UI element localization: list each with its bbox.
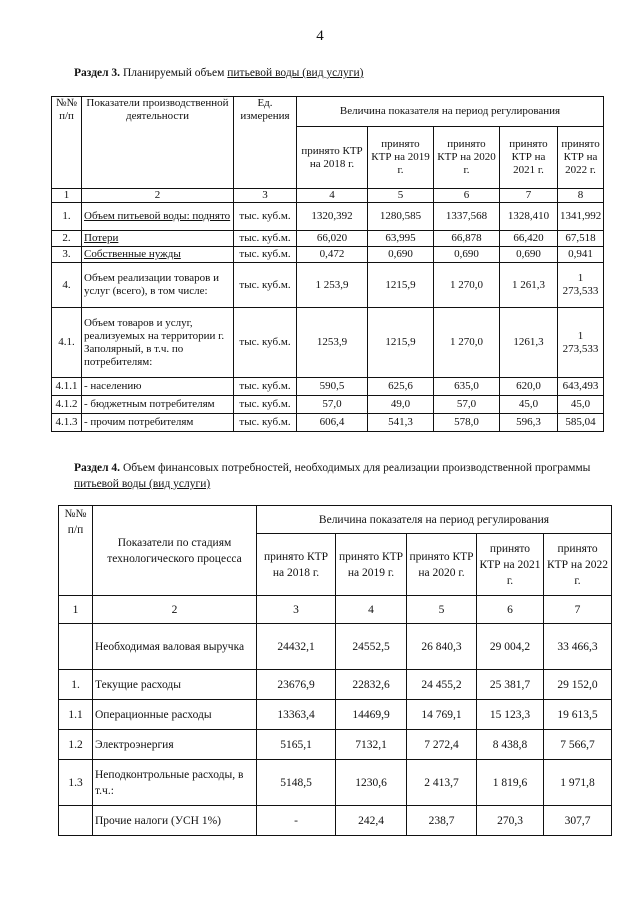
header-num: №№ п/п bbox=[59, 506, 93, 596]
section-4-table bbox=[58, 505, 612, 836]
col-number: 4 bbox=[336, 596, 407, 624]
value-cell: 270,3 bbox=[477, 806, 544, 836]
value-cell: 63,995 bbox=[368, 231, 434, 247]
row-unit: тыс. куб.м. bbox=[234, 414, 297, 432]
value-cell: 57,0 bbox=[434, 396, 500, 414]
table-row bbox=[52, 396, 604, 414]
section-3-label: Раздел 3. bbox=[74, 67, 121, 79]
header-year-2018: принято КТР на 2018 г. bbox=[297, 127, 368, 189]
section-3-title-underlined: питьевой воды (вид услуги) bbox=[227, 67, 364, 79]
row-num: 1.3 bbox=[59, 760, 93, 806]
row-name: Текущие расходы bbox=[93, 670, 257, 700]
value-cell: 1 273,533 bbox=[558, 308, 604, 378]
col-number: 3 bbox=[234, 189, 297, 203]
section-4-title bbox=[74, 460, 614, 492]
row-name: Неподконтрольные расходы, в т.ч.: bbox=[93, 760, 257, 806]
value-cell: 45,0 bbox=[500, 396, 558, 414]
value-cell: 8 438,8 bbox=[477, 730, 544, 760]
row-num: 4.1.2 bbox=[52, 396, 82, 414]
value-cell: 7132,1 bbox=[336, 730, 407, 760]
value-cell: 643,493 bbox=[558, 378, 604, 396]
value-cell: 67,518 bbox=[558, 231, 604, 247]
value-cell: 25 381,7 bbox=[477, 670, 544, 700]
value-cell: 0,472 bbox=[297, 247, 368, 263]
row-name: Объем товаров и услуг, реализуемых на территории г. Заполярный, в т.ч. по потребителям: bbox=[82, 308, 234, 378]
value-cell: 1320,392 bbox=[297, 203, 368, 231]
row-name: Необходимая валовая выручка bbox=[93, 624, 257, 670]
value-cell: 590,5 bbox=[297, 378, 368, 396]
value-cell: 238,7 bbox=[407, 806, 477, 836]
table-row bbox=[59, 624, 612, 670]
section-4-title-text: Объем финансовых потребностей, необходимых для реализации производственной программы bbox=[120, 462, 591, 474]
section-4-title-underlined: питьевой воды (вид услуги) bbox=[74, 478, 211, 490]
value-cell: 66,420 bbox=[500, 231, 558, 247]
col-number: 3 bbox=[257, 596, 336, 624]
value-cell: 5165,1 bbox=[257, 730, 336, 760]
value-cell: 0,690 bbox=[500, 247, 558, 263]
value-cell: 24 455,2 bbox=[407, 670, 477, 700]
value-cell: 2 413,7 bbox=[407, 760, 477, 806]
value-cell: 0,941 bbox=[558, 247, 604, 263]
row-num bbox=[59, 624, 93, 670]
row-name: Объем реализации товаров и услуг (всего), в том числе: bbox=[82, 263, 234, 308]
row-num: 4.1.3 bbox=[52, 414, 82, 432]
value-cell: 606,4 bbox=[297, 414, 368, 432]
value-cell: 1 261,3 bbox=[500, 263, 558, 308]
table-row bbox=[52, 308, 604, 378]
header-num: №№ п/п bbox=[52, 97, 82, 189]
header-year-2021: принято КТР на 2021 г. bbox=[500, 127, 558, 189]
value-cell: 66,020 bbox=[297, 231, 368, 247]
col-number: 6 bbox=[477, 596, 544, 624]
value-cell: 45,0 bbox=[558, 396, 604, 414]
col-number: 1 bbox=[52, 189, 82, 203]
value-cell: 0,690 bbox=[368, 247, 434, 263]
section-3-table bbox=[51, 96, 604, 432]
section-3-title-text: Планируемый объем bbox=[120, 67, 228, 79]
value-cell: 1280,585 bbox=[368, 203, 434, 231]
row-name: Электроэнергия bbox=[93, 730, 257, 760]
col-number: 2 bbox=[82, 189, 234, 203]
section-4-label: Раздел 4. bbox=[74, 462, 121, 474]
value-cell: 33 466,3 bbox=[544, 624, 612, 670]
row-unit: тыс. куб.м. bbox=[234, 308, 297, 378]
header-year-2020: принято КТР на 2020 г. bbox=[434, 127, 500, 189]
value-cell: 625,6 bbox=[368, 378, 434, 396]
header-period: Величина показателя на период регулирования bbox=[297, 97, 604, 127]
value-cell: - bbox=[257, 806, 336, 836]
row-num: 1.2 bbox=[59, 730, 93, 760]
value-cell: 7 566,7 bbox=[544, 730, 612, 760]
row-name: - населению bbox=[82, 378, 234, 396]
table-row bbox=[59, 670, 612, 700]
value-cell: 22832,6 bbox=[336, 670, 407, 700]
value-cell: 585,04 bbox=[558, 414, 604, 432]
value-cell: 1 270,0 bbox=[434, 308, 500, 378]
table-row bbox=[52, 378, 604, 396]
value-cell: 29 152,0 bbox=[544, 670, 612, 700]
col-number: 4 bbox=[297, 189, 368, 203]
header-indicator: Показатели по стадиям технологического процесса bbox=[93, 506, 257, 596]
header-year-2019: принято КТР на 2019 г. bbox=[336, 534, 407, 596]
row-num: 2. bbox=[52, 231, 82, 247]
header-year-2022: принято КТР на 2022 г. bbox=[544, 534, 612, 596]
value-cell: 578,0 bbox=[434, 414, 500, 432]
header-year-2020: принято КТР на 2020 г. bbox=[407, 534, 477, 596]
value-cell: 24432,1 bbox=[257, 624, 336, 670]
row-num: 3. bbox=[52, 247, 82, 263]
value-cell: 5148,5 bbox=[257, 760, 336, 806]
value-cell: 1253,9 bbox=[297, 308, 368, 378]
value-cell: 29 004,2 bbox=[477, 624, 544, 670]
page-number: 4 bbox=[316, 28, 324, 44]
col-number: 5 bbox=[368, 189, 434, 203]
value-cell: 1 819,6 bbox=[477, 760, 544, 806]
row-name: Операционные расходы bbox=[93, 700, 257, 730]
row-name: Объем питьевой воды: поднято bbox=[82, 203, 234, 231]
col-number: 7 bbox=[500, 189, 558, 203]
table-row bbox=[59, 806, 612, 836]
value-cell: 13363,4 bbox=[257, 700, 336, 730]
col-number: 8 bbox=[558, 189, 604, 203]
row-name: - бюджетным потребителям bbox=[82, 396, 234, 414]
value-cell: 1 971,8 bbox=[544, 760, 612, 806]
value-cell: 596,3 bbox=[500, 414, 558, 432]
row-unit: тыс. куб.м. bbox=[234, 203, 297, 231]
table-row bbox=[52, 203, 604, 231]
row-num: 1. bbox=[59, 670, 93, 700]
col-number: 7 bbox=[544, 596, 612, 624]
col-number: 1 bbox=[59, 596, 93, 624]
value-cell: 1215,9 bbox=[368, 308, 434, 378]
value-cell: 7 272,4 bbox=[407, 730, 477, 760]
value-cell: 307,7 bbox=[544, 806, 612, 836]
value-cell: 1261,3 bbox=[500, 308, 558, 378]
value-cell: 620,0 bbox=[500, 378, 558, 396]
table-row bbox=[52, 231, 604, 247]
value-cell: 0,690 bbox=[434, 247, 500, 263]
header-year-2022: принято КТР на 2022 г. bbox=[558, 127, 604, 189]
value-cell: 24552,5 bbox=[336, 624, 407, 670]
row-num: 1. bbox=[52, 203, 82, 231]
col-number: 2 bbox=[93, 596, 257, 624]
table-row bbox=[52, 414, 604, 432]
row-name: Прочие налоги (УСН 1%) bbox=[93, 806, 257, 836]
value-cell: 635,0 bbox=[434, 378, 500, 396]
col-number: 6 bbox=[434, 189, 500, 203]
row-num: 4.1.1 bbox=[52, 378, 82, 396]
value-cell: 26 840,3 bbox=[407, 624, 477, 670]
value-cell: 14469,9 bbox=[336, 700, 407, 730]
value-cell: 1337,568 bbox=[434, 203, 500, 231]
row-num: 1.1 bbox=[59, 700, 93, 730]
table-row bbox=[59, 730, 612, 760]
row-name: Собственные нужды bbox=[82, 247, 234, 263]
row-name: - прочим потребителям bbox=[82, 414, 234, 432]
table-row bbox=[59, 700, 612, 730]
row-name: Потери bbox=[82, 231, 234, 247]
value-cell: 1 273,533 bbox=[558, 263, 604, 308]
header-unit: Ед. измерения bbox=[234, 97, 297, 189]
section-3-title bbox=[74, 65, 594, 81]
row-unit: тыс. куб.м. bbox=[234, 247, 297, 263]
row-unit: тыс. куб.м. bbox=[234, 231, 297, 247]
header-year-2019: принято КТР на 2019 г. bbox=[368, 127, 434, 189]
header-period: Величина показателя на период регулирования bbox=[257, 506, 612, 534]
value-cell: 1230,6 bbox=[336, 760, 407, 806]
row-unit: тыс. куб.м. bbox=[234, 263, 297, 308]
value-cell: 57,0 bbox=[297, 396, 368, 414]
value-cell: 14 769,1 bbox=[407, 700, 477, 730]
row-unit: тыс. куб.м. bbox=[234, 396, 297, 414]
table-row bbox=[52, 263, 604, 308]
header-year-2021: принято КТР на 2021 г. bbox=[477, 534, 544, 596]
value-cell: 15 123,3 bbox=[477, 700, 544, 730]
value-cell: 66,878 bbox=[434, 231, 500, 247]
value-cell: 1341,992 bbox=[558, 203, 604, 231]
header-year-2018: принято КТР на 2018 г. bbox=[257, 534, 336, 596]
header-indicator: Показатели производственной деятельности bbox=[82, 97, 234, 189]
value-cell: 1 270,0 bbox=[434, 263, 500, 308]
row-num: 4.1. bbox=[52, 308, 82, 378]
value-cell: 23676,9 bbox=[257, 670, 336, 700]
col-number: 5 bbox=[407, 596, 477, 624]
row-num: 4. bbox=[52, 263, 82, 308]
value-cell: 1328,410 bbox=[500, 203, 558, 231]
value-cell: 1215,9 bbox=[368, 263, 434, 308]
row-unit: тыс. куб.м. bbox=[234, 378, 297, 396]
value-cell: 242,4 bbox=[336, 806, 407, 836]
value-cell: 19 613,5 bbox=[544, 700, 612, 730]
table-row bbox=[52, 247, 604, 263]
table-row bbox=[59, 760, 612, 806]
row-num bbox=[59, 806, 93, 836]
value-cell: 49,0 bbox=[368, 396, 434, 414]
value-cell: 1 253,9 bbox=[297, 263, 368, 308]
value-cell: 541,3 bbox=[368, 414, 434, 432]
